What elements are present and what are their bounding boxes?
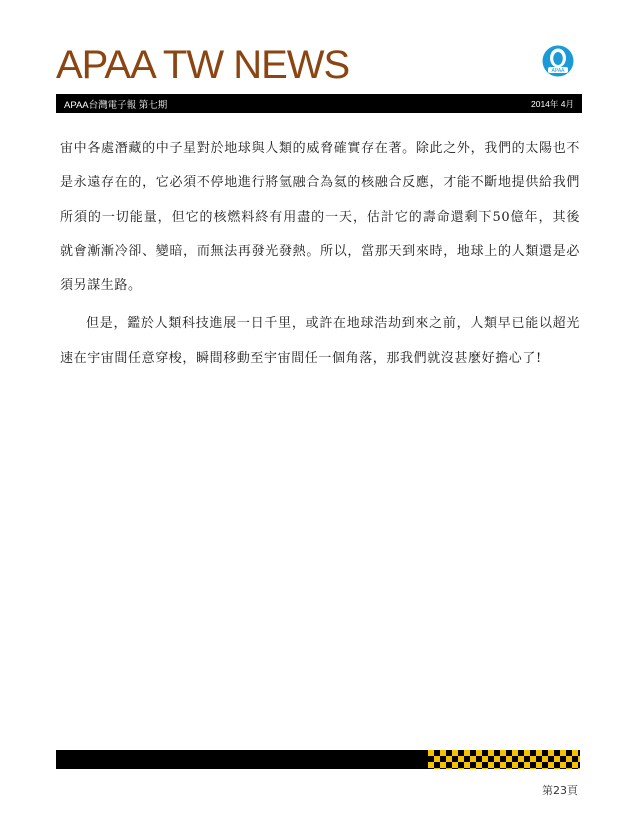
article-paragraph: 宙中各處潛藏的中子星對於地球與人類的威脅確實存在著。除此之外，我們的太陽也不是永遠存在的，它必須不停地進行將氫融合為氦的核融合反應，才能不斷地提供給我們所須的一切能量，但它的核燃料終有用盡的一天，估計它的壽命還剩下50億年，其後就會漸漸冷卻、變暗，而無法再發光發熱。所以，當那天到來時，地球上的人類還是必須另謀生路。 <box>60 141 580 294</box>
footer-bar <box>56 750 428 769</box>
masthead-title: APAA TW NEWS <box>56 43 350 87</box>
article-paragraph: 但是，鑑於人類科技進展一日千里，或許在地球浩劫到來之前，人類早已能以超光速在宇宙間任意穿梭，瞬間移動至宇宙間任一個角落，那我們就沒甚麼好擔心了! <box>60 316 580 366</box>
header-bar <box>56 94 582 113</box>
issue-label: APAA台灣電子報 第七期 <box>64 100 168 111</box>
page-number: 第23頁 <box>542 784 578 797</box>
apaa-logo <box>542 44 574 78</box>
footer-checker-pattern <box>428 750 580 769</box>
issue-date: 2014年 4月 <box>531 99 574 109</box>
logo-text: APAA <box>551 68 565 74</box>
article-body <box>60 132 580 376</box>
